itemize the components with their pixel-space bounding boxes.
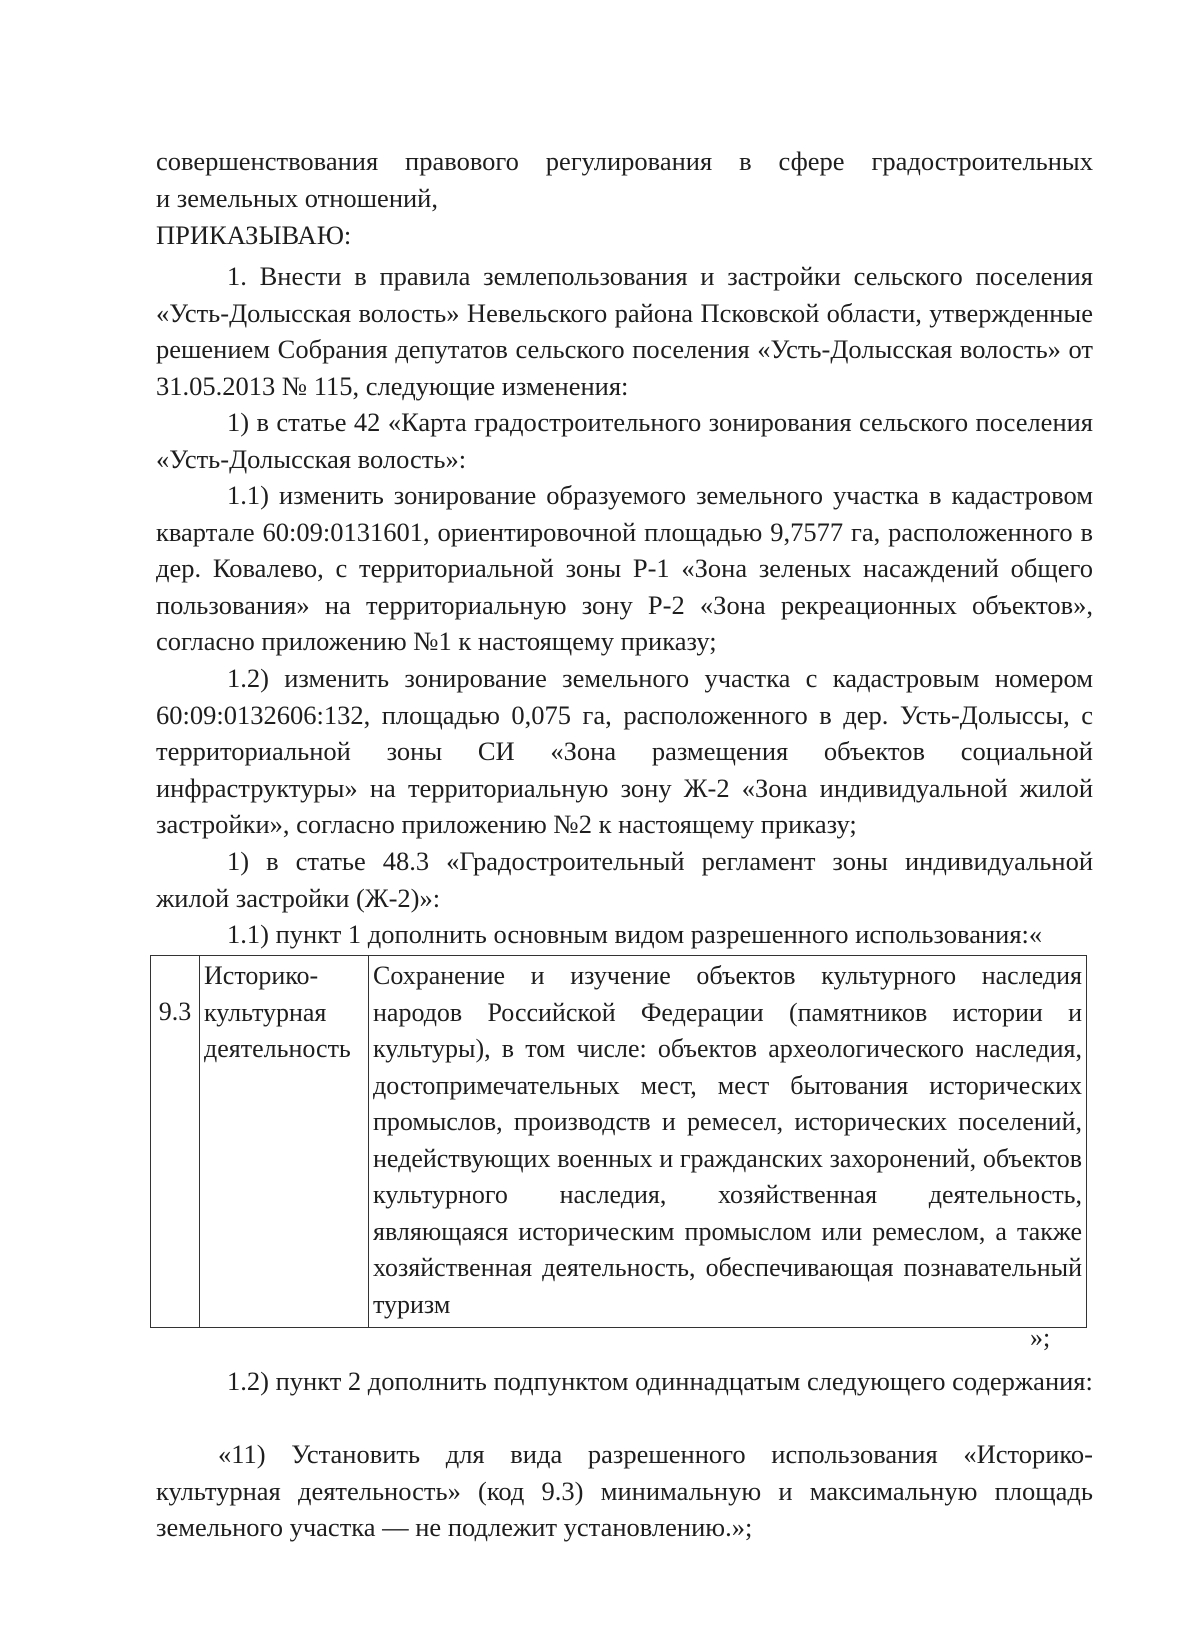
closing-quote: »; (1030, 1323, 1051, 1352)
intro-line-2: и земельных отношений, (156, 183, 438, 213)
permitted-use-table (150, 955, 1087, 1328)
paragraph-1: 1. Внести в правила землепользования и застройки сельского поселения «Усть-Долысская волость» Невельского района Псковской области, утвержденные решением Собрания депутатов сельского поселения «Усть-Долысская волость» от 31.05.2013 № 115, следующие изменения: (156, 261, 1093, 401)
table-cell-description: Сохранение и изучение объектов культурного наследия народов Российской Федерации (памятников истории и культуры), в том числе: объектов археологического наследия, достопримечательных мест, мест бытования исторических промыслов, производств и ремесел, исторических поселений, недействующих военных и гражданских захоронений, объектов культурного наследия, хозяйственная деятельность, являющаяся историческим промыслом или ремеслом, а также хозяйственная деятельность, обеспечивающая познавательный туризм (369, 956, 1087, 1328)
paragraph-1-2: 1) в статье 48.3 «Градостроительный регламент зоны индивидуальной жилой застройки (Ж-2)»: (156, 846, 1093, 913)
paragraph-1-2-1: 1.1) пункт 1 дополнить основным видом разрешенного использования:« (227, 919, 1043, 949)
order-word: ПРИКАЗЫВАЮ: (156, 220, 352, 250)
intro-line-1: совершенствования правового регулирования в сфере градостроительных (156, 146, 1093, 176)
paragraph-1-1-2: 1.2) изменить зонирование земельного участка с кадастровым номером 60:09:0132606:132, площадью 0,075 га, расположенного в дер. Усть-Долыссы, с территориальной зоны СИ «Зона размещения объектов социальной инфраструктуры» на территориальную зону Ж-2 «Зона индивидуальной жилой застройки», согласно приложению №2 к настоящему приказу; (156, 663, 1093, 839)
paragraph-11: «11) Установить для вида разрешенного использования «Историко-культурная деятельность» (код 9.3) минимальную и максимальную площадь земельного участка — не подлежит установлению.»; (156, 1439, 1093, 1542)
paragraph-1-2-2: 1.2) пункт 2 дополнить подпунктом одиннадцатым следующего содержания: (227, 1366, 1093, 1396)
paragraph-1-1-1: 1.1) изменить зонирование образуемого земельного участка в кадастровом квартале 60:09:0131601, ориентировочной площадью 9,7577 га, расположенного в дер. Ковалево, с территориальной зоны Р-1 «Зона зеленых насаждений общего пользования» на территориальную зону Р-2 «Зона рекреационных объектов», согласно приложению №1 к настоящему приказу; (156, 480, 1093, 656)
table-cell-name: Историко-культурная деятельность (200, 956, 369, 1328)
paragraph-1-1: 1) в статье 42 «Карта градостроительного зонирования сельского поселения «Усть-Долысская волость»: (156, 407, 1093, 474)
table-row (151, 956, 1087, 1328)
table-cell-code: 9.3 (151, 956, 200, 1328)
